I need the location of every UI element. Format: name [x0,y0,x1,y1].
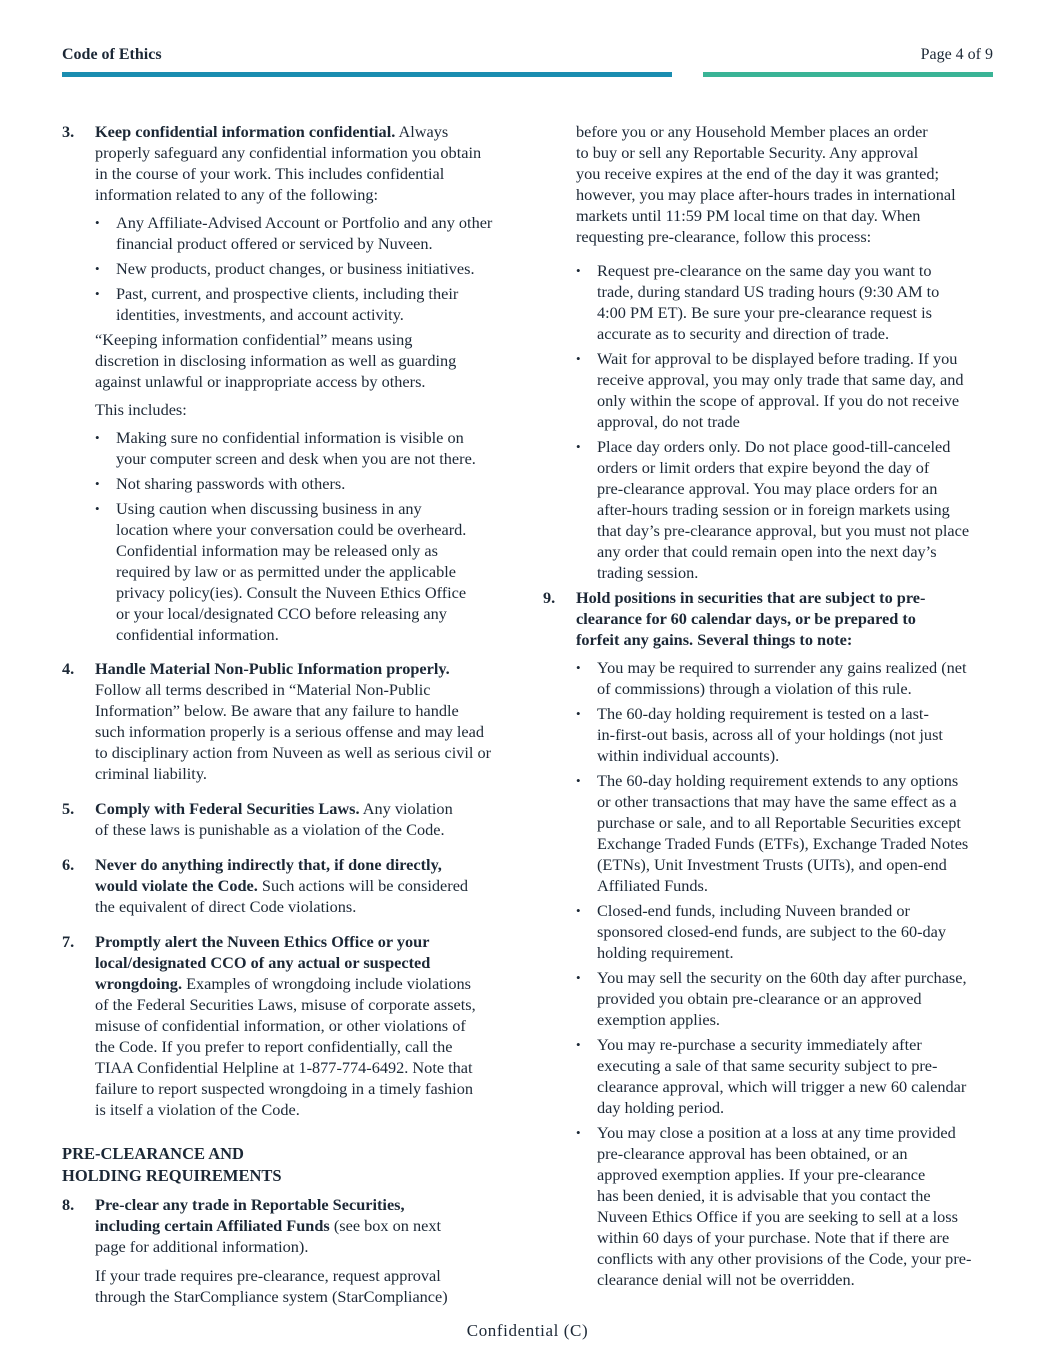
list-item-text: You may be required to surrender any gains realized (net of commissions) through a violation of this rule. [597,658,967,698]
list-item [576,703,1003,766]
list-item-text: You may re-purchase a security immediately after executing a sale of that same security subject to pre- clearance approval, which will trigger a new 60 calendar day holding period. [597,1035,967,1117]
confidentiality-footer: Confidential (C) [466,1321,589,1340]
list-item [576,770,1003,896]
paragraph-text [95,1194,522,1257]
paragraph: before you or any Household Member places an order to buy or sell any Reportable Security. Any approval you receive expires at the end of the day it was granted; however, you may place after-hours trades in international markets until 11:59 PM local time on that day. When requesting pre-clearance, follow this process: [576,122,956,246]
item-7 [62,931,522,1120]
paragraph-text [95,798,522,840]
list-item [576,900,1003,963]
bullet-list [576,657,1003,1290]
item-6 [62,854,522,917]
item-text: (see box on next page for additional information). [95,1216,441,1256]
right-column [543,121,1003,1290]
item-text: Always properly safeguard any confidential information you obtain in the course of your work. This includes confidential information related to any of the following: [95,122,482,204]
list-item-text: Past, current, and prospective clients, including their identities, investments, and account activity. [116,284,459,324]
item-5 [62,798,522,840]
list-item-text: Using caution when discussing business in any location where your conversation could be overheard. Confidential information may be released only as required by law or as permitted under the applicable privacy policy(ies). Consult the Nuveen Ethics Office or your local/designated CCO before releasing any confidential information. [116,499,467,644]
bullet-icon: • [95,286,100,301]
list-item [95,258,522,279]
bullet-icon: • [95,215,100,230]
list-item-text: Making sure no confidential information is visible on your computer screen and desk when you are not there. [116,428,476,468]
left-column [62,121,522,1307]
list-item-text: The 60-day holding requirement extends to any options or other transactions that may have the same effect as a purchase or sale, and to all Reportable Securities except Exchange Traded Funds (ETFs), Exchange Traded Notes (ETNs), Unit Investment Trusts (UITs), and open-end Affiliated Funds. [597,771,969,895]
item-3 [62,121,522,645]
bullet-icon: • [576,903,581,918]
list-item-text: Not sharing passwords with others. [116,474,346,493]
list-item [576,260,1003,344]
item-9 [543,587,1003,1290]
item-heading: Promptly alert the Nuveen Ethics Office or your local/designated CCO of any actual or suspected wrongdoing. [95,932,431,993]
bullet-icon: • [95,430,100,445]
list-item [576,1034,1003,1118]
item-text: Examples of wrongdoing include violations of the Federal Securities Laws, misuse of corporate assets, misuse of confidential information, or other violations of the Code. If you prefer to report confidentially, call the TIAA Confidential Helpline at 1-877-774-6492. Note that failure to report suspected wrongdoing in a timely fashion is itself a violation of the Code. [95,974,476,1119]
bullet-icon: • [576,263,581,278]
list-item [95,283,522,325]
paragraph: If your trade requires pre-clearance, request approval through the StarCompliance system (StarCompliance) [95,1266,448,1306]
list-item [576,657,1003,699]
bullet-icon: • [576,351,581,366]
item-number: 3. [62,122,75,141]
item-heading: Handle Material Non-Public Information properly. [95,659,450,678]
bullet-icon: • [576,1125,581,1140]
list-item-text: Closed-end funds, including Nuveen branded or sponsored closed-end funds, are subject to the 60-day holding requirement. [597,901,947,962]
paragraph: “Keeping information confidential” means using discretion in disclosing information as well as guarding against unlawful or inappropriate access by others. [95,330,457,391]
bullet-icon: • [576,660,581,675]
bullet-icon: • [576,439,581,454]
item-4 [62,658,522,784]
list-item [95,473,522,494]
bullet-icon: • [95,476,100,491]
paragraph: This includes: [95,400,187,419]
item-number: 9. [543,588,556,607]
item-text: Follow all terms described in “Material Non-Public Information” below. Be aware that any failure to handle such information properly is a serious offense and may lead to disciplinary action from Nuveen as well as serious civil or criminal liability. [95,680,492,783]
page-number: Page 4 of 9 [920,46,993,63]
list-item [95,427,522,469]
item-heading: Hold positions in securities that are subject to pre- clearance for 60 calendar days, or be prepared to forfeit any gains. Several things to note: [576,588,926,649]
header-rule-secondary [703,72,993,77]
list-item-text: Wait for approval to be displayed before trading. If you receive approval, you may only trade that same day, and only within the scope of approval. If you do not receive approval, do not trade [597,349,964,431]
list-item-text: New products, product changes, or business initiatives. [116,259,475,278]
list-item [576,348,1003,432]
bullet-icon: • [576,1037,581,1052]
paragraph-text [576,587,1003,650]
document-title: Code of Ethics [62,46,162,63]
item-text: Such actions will be considered the equivalent of direct Code violations. [95,876,469,916]
item-heading: Never do anything indirectly that, if done directly, would violate the Code. [95,855,442,895]
list-item [576,967,1003,1030]
list-item [95,498,522,645]
item-number: 8. [62,1195,75,1214]
bullet-icon: • [576,706,581,721]
paragraph-text [95,854,522,917]
item-heading: Pre-clear any trade in Reportable Securities, including certain Affiliated Funds [95,1195,405,1235]
list-item-text: Any Affiliate-Advised Account or Portfolio and any other financial product offered or serviced by Nuveen. [116,213,493,253]
bullet-icon: • [576,773,581,788]
list-item [576,1122,1003,1290]
paragraph-text [95,658,522,784]
paragraph-text [95,931,522,1120]
list-item [576,436,1003,583]
header-rule-primary [62,72,672,77]
item-8 [62,1194,522,1307]
item-number: 7. [62,932,75,951]
bullet-list [95,212,522,325]
list-item-text: The 60-day holding requirement is tested on a last- in-first-out basis, across all of your holdings (not just within individual accounts). [597,704,943,765]
bullet-icon: • [576,970,581,985]
item-number: 5. [62,799,75,818]
list-item-text: Place day orders only. Do not place good-till-canceled orders or limit orders that expire beyond the day of pre-clearance approval. You may place orders for an after-hours trading session or in foreign markets using that day’s pre-clearance approval, but you must not place any order that could remain open into the next day’s trading session. [597,437,970,582]
bullet-list [95,427,522,645]
item-heading: Keep confidential information confidential. [95,122,396,141]
paragraph-text [95,121,522,205]
list-item-text: You may sell the security on the 60th day after purchase, provided you obtain pre-clearance or an approved exemption applies. [597,968,967,1029]
section-heading: PRE-CLEARANCE AND HOLDING REQUIREMENTS [62,1144,282,1185]
bullet-list [576,260,1003,583]
item-heading: Comply with Federal Securities Laws. [95,799,360,818]
list-item-text: You may close a position at a loss at any time provided pre-clearance approval has been obtained, or an approved exemption applies. If your pre-clearance has been denied, it is advisable that you contact the Nuveen Ethics Office if you are seeking to sell at a loss within 60 days of your purchase. Note that if there are conflicts with any other provisions of the Code, your pre- clearance denial will not be overridden. [597,1123,972,1289]
list-item [95,212,522,254]
bullet-icon: • [95,501,100,516]
item-number: 4. [62,659,75,678]
item-number: 6. [62,855,75,874]
item-text: Any violation of these laws is punishable as a violation of the Code. [95,799,453,839]
list-item-text: Request pre-clearance on the same day you want to trade, during standard US trading hours (9:30 AM to 4:00 PM ET). Be sure your pre-clearance request is accurate as to security and direction of trade. [597,261,940,343]
item-8-continued [543,121,1003,583]
bullet-icon: • [95,261,100,276]
